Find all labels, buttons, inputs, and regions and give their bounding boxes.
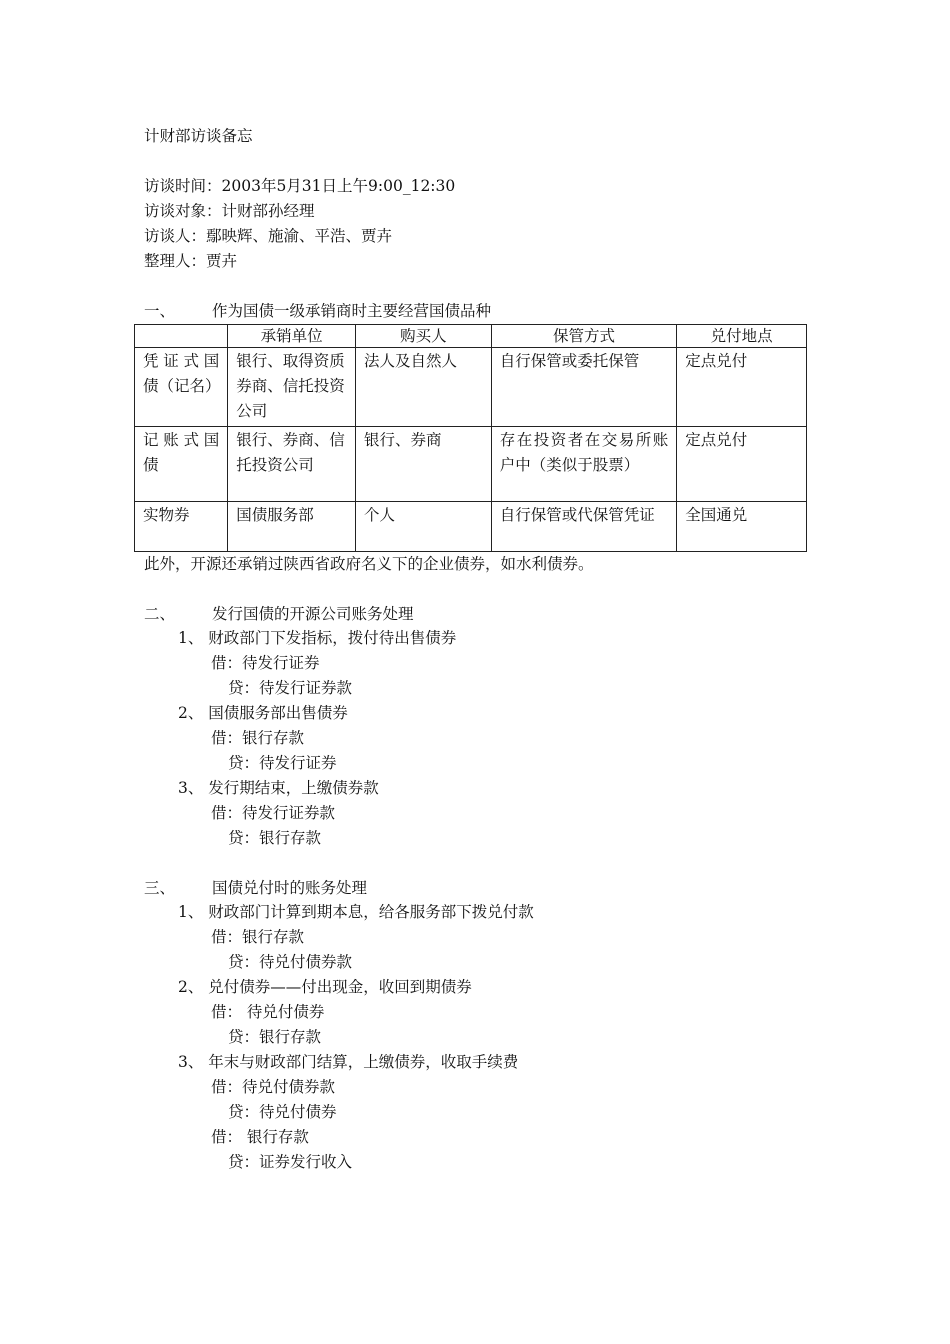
table-header-cell: 承销单位 (228, 325, 356, 348)
entry-credit: 贷：银行存款 (228, 829, 322, 847)
section3-title: 国债兑付时的账务处理 (212, 879, 368, 897)
entry-title: 2、 国债服务部出售债券 (178, 704, 348, 722)
entry-debit: 借：待发行证券款 (211, 804, 336, 822)
table-cell: 凭证式国债（记名） (135, 348, 228, 427)
document-title: 计财部访谈备忘 (144, 127, 253, 145)
meta-recorder: 整理人：贾卉 (144, 252, 238, 270)
entry-debit: 借：待兑付债券款 (211, 1078, 336, 1096)
section3-number: 三、 (144, 879, 176, 897)
table-header-cell: 保管方式 (491, 325, 676, 348)
entry-credit: 贷：待兑付债券款 (228, 953, 353, 971)
section1-heading (144, 301, 491, 321)
bond-types-table (134, 324, 807, 552)
table-cell: 银行、取得资质券商、信托投资公司 (228, 348, 356, 427)
table-cell: 国债服务部 (228, 502, 356, 552)
entry-debit: 借： 银行存款 (211, 1128, 309, 1146)
section1-number: 一、 (144, 302, 176, 320)
table-cell: 银行、券商 (355, 427, 491, 502)
table-header-row (135, 325, 807, 348)
section1-title: 作为国债一级承销商时主要经营国债品种 (212, 302, 492, 320)
entry-debit: 借：银行存款 (211, 928, 305, 946)
section1-note: 此外，开源还承销过陕西省政府名义下的企业债券，如水利债券。 (144, 555, 594, 573)
table-header-cell: 兑付地点 (677, 325, 807, 348)
table-cell: 存在投资者在交易所账户中（类似于股票） (491, 427, 676, 502)
table-row (135, 427, 807, 502)
meta-time: 访谈时间：2003年5月31日上午9:00_12:30 (144, 177, 456, 195)
entry-title: 2、 兑付债券——付出现金，收回到期债券 (178, 978, 472, 996)
meta-interviewers: 访谈人：鄢映辉、施渝、平浩、贾卉 (144, 227, 393, 245)
table-cell: 自行保管或代保管凭证 (491, 502, 676, 552)
entry-debit: 借： 待兑付债券 (211, 1003, 325, 1021)
entry-credit: 贷：证券发行收入 (228, 1153, 353, 1171)
section2-heading (144, 604, 414, 624)
table-row (135, 348, 807, 427)
table-cell: 定点兑付 (677, 348, 807, 427)
table-cell: 实物券 (135, 502, 228, 552)
table-cell: 自行保管或委托保管 (491, 348, 676, 427)
entry-debit: 借：银行存款 (211, 729, 305, 747)
meta-subject: 访谈对象：计财部孙经理 (144, 202, 315, 220)
entry-title: 3、 发行期结束，上缴债券款 (178, 779, 379, 797)
entry-credit: 贷：待发行证券 (228, 754, 337, 772)
table-cell: 定点兑付 (677, 427, 807, 502)
entry-title: 1、 财政部门下发指标，拨付待出售债券 (178, 629, 457, 647)
entry-title: 3、 年末与财政部门结算，上缴债券，收取手续费 (178, 1053, 519, 1071)
table-row (135, 502, 807, 552)
entry-title: 1、 财政部门计算到期本息，给各服务部下拨兑付款 (178, 903, 534, 921)
table-cell: 个人 (355, 502, 491, 552)
section2-number: 二、 (144, 605, 176, 623)
entry-credit: 贷：待兑付债券 (228, 1103, 337, 1121)
entry-credit: 贷：待发行证券款 (228, 679, 353, 697)
table-cell: 银行、券商、信托投资公司 (228, 427, 356, 502)
entry-credit: 贷：银行存款 (228, 1028, 322, 1046)
table-cell: 法人及自然人 (355, 348, 491, 427)
entry-debit: 借：待发行证券 (211, 654, 320, 672)
section2-title: 发行国债的开源公司账务处理 (212, 605, 414, 623)
table-cell: 全国通兑 (677, 502, 807, 552)
table-cell: 记账式国债 (135, 427, 228, 502)
section3-heading (144, 878, 367, 898)
table-header-cell: 购买人 (355, 325, 491, 348)
table-header-cell (135, 325, 228, 348)
